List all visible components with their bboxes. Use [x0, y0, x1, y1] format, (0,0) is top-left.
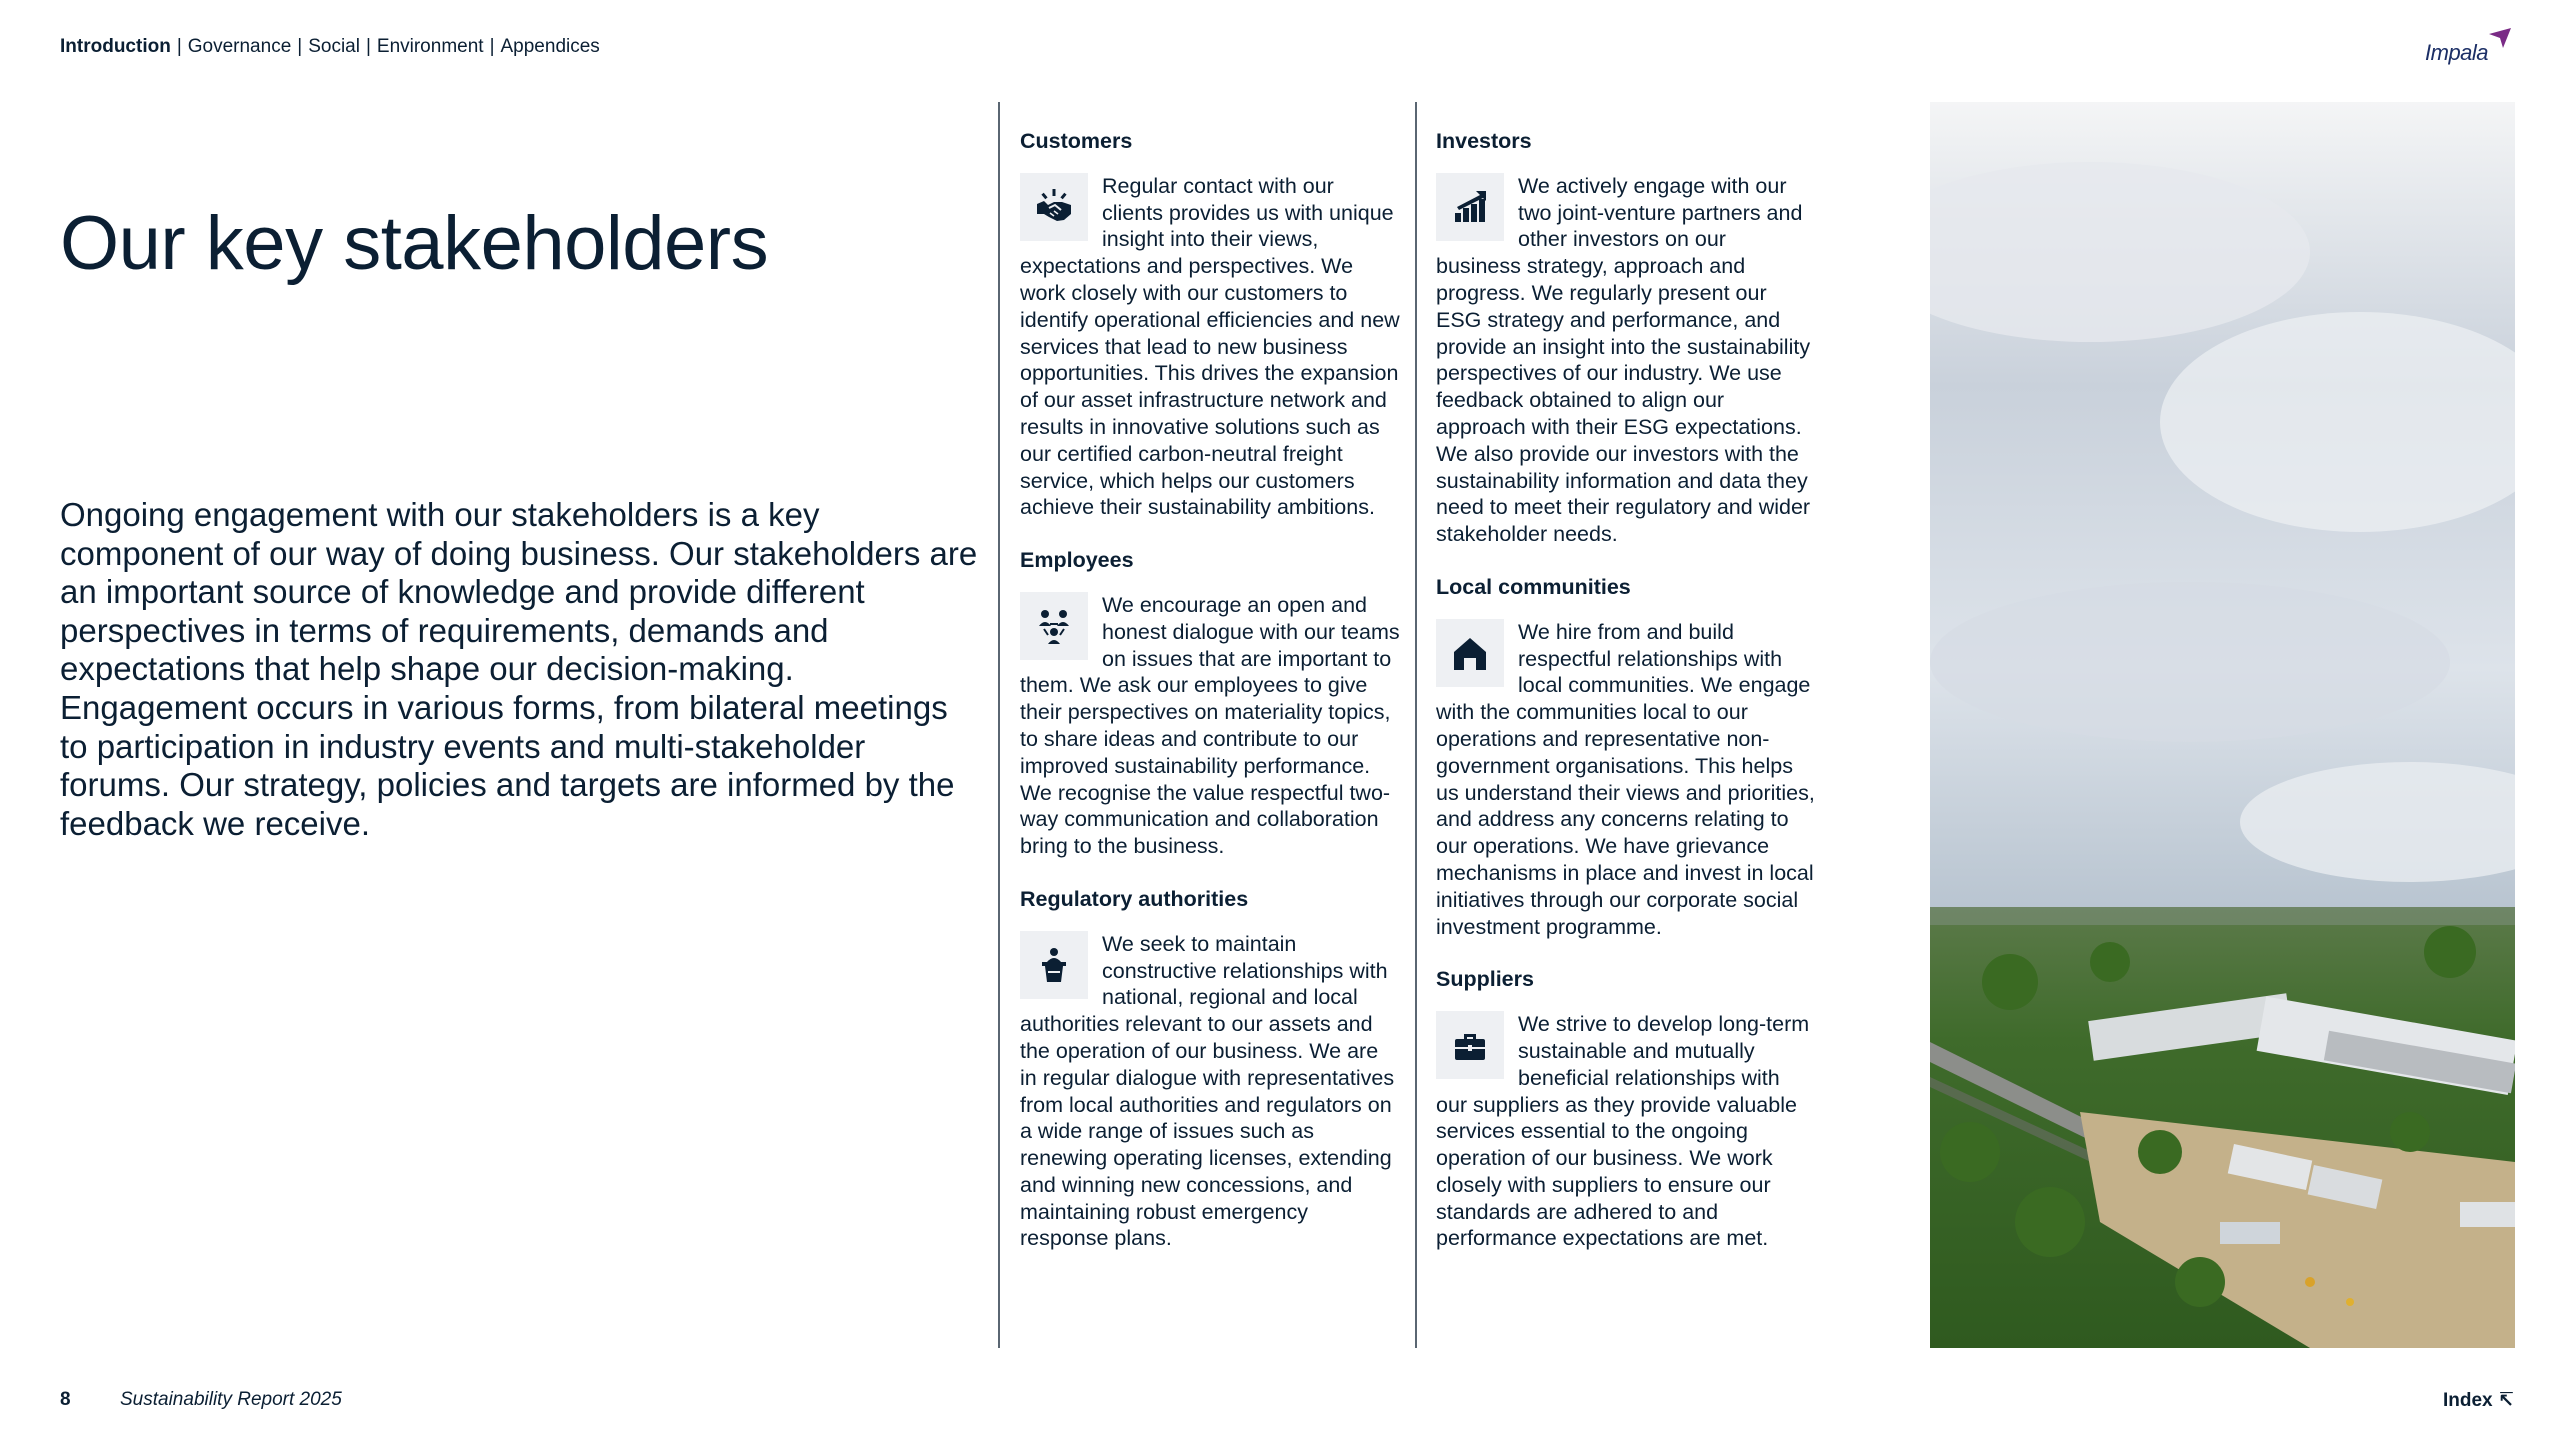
nav-governance[interactable]: Governance: [187, 36, 292, 57]
nav-separator: |: [176, 36, 182, 57]
impala-logo: [2425, 28, 2510, 68]
briefcase-icon: [1436, 1011, 1504, 1079]
nav-separator: |: [365, 36, 371, 57]
suppliers-text: We strive to develop long-term sustainable and mutually beneficial relationships with our suppliers as they provide valuable services essential to the ongoing operation of our business. We work closely with suppliers to ensure our standards are adhered to and performance expectations are met.: [1436, 1012, 1810, 1251]
regulatory-text: We seek to maintain constructive relationships with national, regional and local authorities relevant to our assets and the operation of our business. We are in regular dialogue with representatives from local authorities and regulators on a wide range of issues such as renewing operating licenses, extending and winning new concessions, and maintaining robust emergency response plans.: [1020, 931, 1395, 1251]
nav-social[interactable]: Social: [308, 36, 360, 57]
growth-chart-icon: [1436, 173, 1504, 241]
employees-text: We encourage an open and honest dialogue with our teams on issues that are important to them. We ask our employees to give their perspectives on materiality topics, to share ideas and contribute to our improved sustainability performance. We recognise the value respectful two-way communication and collaboration bring to the business.: [1020, 592, 1400, 859]
top-navigation: [60, 36, 600, 58]
page-number: 8: [60, 1389, 71, 1410]
investors-section: [1436, 128, 1816, 548]
column-divider: [1415, 102, 1417, 1348]
customers-heading: Customers: [1020, 129, 1133, 153]
investors-heading: Investors: [1436, 129, 1532, 153]
index-link[interactable]: Index ↸: [2443, 1390, 2514, 1411]
suppliers-heading: Suppliers: [1436, 967, 1534, 992]
regulatory-heading: Regulatory authorities: [1020, 886, 1249, 911]
communities-heading: Local communities: [1436, 574, 1631, 599]
logo-arrow-icon: [2489, 28, 2511, 48]
team-icon: [1020, 592, 1088, 660]
handshake-icon: [1020, 173, 1088, 241]
regulatory-section: [1020, 886, 1400, 1252]
house-icon: [1436, 619, 1504, 687]
communities-text: We hire from and build respectful relationships with local communities. We engage with the communities local to our operations and representative non-government organisations. This helps us understand their views and priorities, and address any concerns relating to our operations. We have grievance mechanisms in place and invest in local initiatives through our corporate social investment programme.: [1436, 619, 1815, 939]
customers-text: Regular contact with our clients provides us with unique insight into their views, expectations and perspectives. We work closely with our customers to identify operational efficiencies and new services that lead to new business opportunities. This drives the expansion of our asset infrastructure network and results in innovative solutions such as our certified carbon-neutral freight service, which helps our customers achieve their sustainability ambitions.: [1020, 173, 1400, 520]
communities-section: [1436, 574, 1816, 940]
stakeholder-column-left: [1020, 102, 1400, 1270]
column-divider: [998, 102, 1000, 1348]
nav-environment[interactable]: Environment: [376, 36, 484, 57]
employees-heading: Employees: [1020, 548, 1134, 573]
nav-appendices[interactable]: Appendices: [500, 36, 600, 57]
suppliers-section: [1436, 966, 1816, 1252]
nav-separator: |: [297, 36, 303, 57]
aerial-photo-logistics-site: [1930, 102, 2515, 1348]
logo-text: Impala: [2425, 40, 2489, 65]
stakeholder-column-right: [1436, 102, 1816, 1270]
nav-introduction[interactable]: Introduction: [60, 36, 171, 57]
nav-separator: |: [489, 36, 495, 57]
investors-text: We actively engage with our two joint-venture partners and other investors on our business strategy, approach and progress. We regularly present our ESG strategy and performance, and provide an insight into the sustainability perspectives of our industry. We use feedback obtained to align our approach with their ESG expectations. We also provide our investors with the sustainability information and data they need to meet their regulatory and wider stakeholder needs.: [1436, 173, 1811, 547]
report-title: Sustainability Report 2025: [120, 1389, 342, 1410]
podium-speaker-icon: [1020, 931, 1088, 999]
customers-section: [1020, 128, 1400, 521]
employees-section: [1020, 547, 1400, 860]
page-title: Our key stakeholders: [60, 201, 769, 286]
intro-paragraph: Ongoing engagement with our stakeholders is a key component of our way of doing business. Our stakeholders are an important source of knowledge and provide different perspectives in terms of requirements, demands and expectations that help shape our decision-making. Engagement occurs in various forms, from bilateral meetings to participation in industry events and multi-stakeholder forums. Our strategy, policies and targets are informed by the feedback we receive.: [60, 496, 978, 842]
